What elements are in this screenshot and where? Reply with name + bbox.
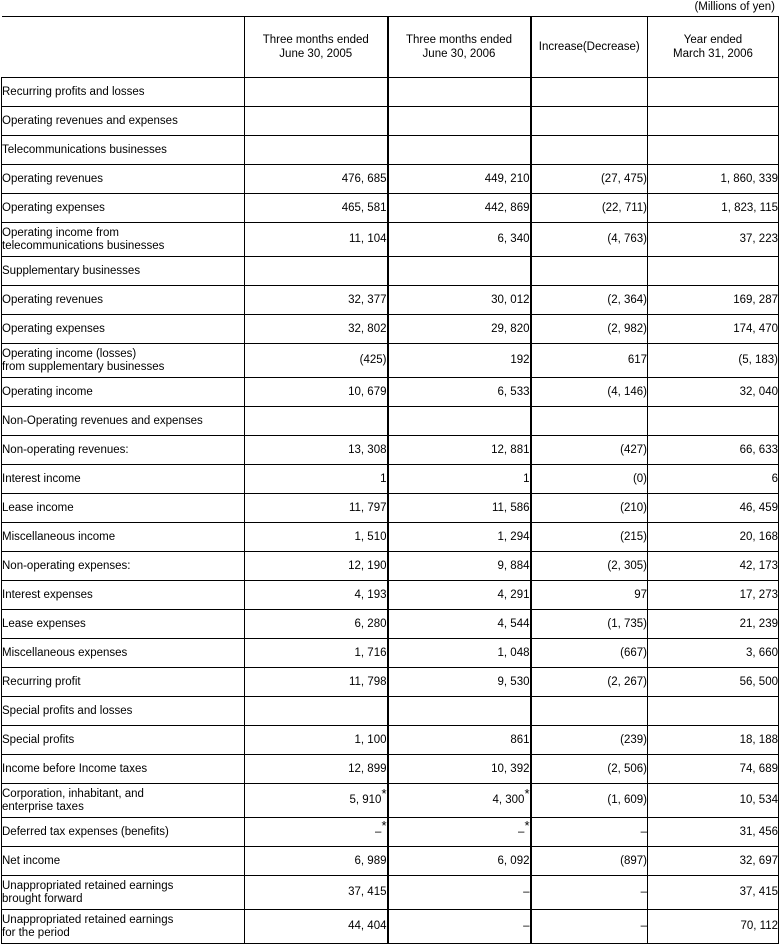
value-change: (427) bbox=[531, 436, 648, 465]
value-change: (2, 364) bbox=[531, 286, 648, 315]
row-label: Special profits bbox=[2, 726, 245, 755]
value-year: 31, 456 bbox=[648, 818, 779, 847]
value-change: – bbox=[531, 910, 648, 944]
value-year bbox=[648, 78, 779, 107]
header-cell-change bbox=[531, 17, 648, 78]
value-2005: 476, 685 bbox=[245, 165, 388, 194]
value-2005: 13, 308 bbox=[245, 436, 388, 465]
value-2006: – bbox=[388, 876, 531, 910]
value-change: (2, 506) bbox=[531, 755, 648, 784]
table-header bbox=[2, 17, 779, 78]
table-row bbox=[2, 407, 779, 436]
value-2006: 6, 092 bbox=[388, 847, 531, 876]
value-2006: – bbox=[388, 910, 531, 944]
table-row bbox=[2, 286, 779, 315]
table-row bbox=[2, 581, 779, 610]
value-year: 6 bbox=[648, 465, 779, 494]
row-label: Corporation, inhabitant, and enterprise taxes bbox=[2, 784, 245, 818]
value-year: 3, 660 bbox=[648, 639, 779, 668]
table-row bbox=[2, 78, 779, 107]
table-row bbox=[2, 726, 779, 755]
value-2006: 192 bbox=[388, 344, 531, 378]
footnote-marker: * bbox=[524, 817, 530, 833]
header-2006-line2: June 30, 2006 bbox=[422, 48, 496, 60]
row-label: Miscellaneous income bbox=[2, 523, 245, 552]
table-row bbox=[2, 847, 779, 876]
value-2005: 1, 100 bbox=[245, 726, 388, 755]
header-2005-line2: June 30, 2005 bbox=[279, 48, 353, 60]
value-2005: 32, 802 bbox=[245, 315, 388, 344]
value-2006: 11, 586 bbox=[388, 494, 531, 523]
value-2006: 4, 544 bbox=[388, 610, 531, 639]
row-label: Recurring profits and losses bbox=[2, 78, 245, 107]
value-year: 74, 689 bbox=[648, 755, 779, 784]
value-change: (1, 735) bbox=[531, 610, 648, 639]
row-label: Income before Income taxes bbox=[2, 755, 245, 784]
value-2005 bbox=[245, 407, 388, 436]
row-label: Unappropriated retained earnings brought forward bbox=[2, 876, 245, 910]
value-2005: 1, 510 bbox=[245, 523, 388, 552]
value-2006 bbox=[388, 136, 531, 165]
table-row bbox=[2, 378, 779, 407]
table-row bbox=[2, 552, 779, 581]
value-2006 bbox=[388, 107, 531, 136]
value-year: (5, 183) bbox=[648, 344, 779, 378]
table-row bbox=[2, 465, 779, 494]
table-row bbox=[2, 107, 779, 136]
header-row bbox=[2, 17, 779, 78]
table-row bbox=[2, 610, 779, 639]
value-2005: 44, 404 bbox=[245, 910, 388, 944]
table-row bbox=[2, 194, 779, 223]
value-change bbox=[531, 107, 648, 136]
row-label: Operating income bbox=[2, 378, 245, 407]
value-2006: 861 bbox=[388, 726, 531, 755]
value-year: 174, 470 bbox=[648, 315, 779, 344]
table-row bbox=[2, 315, 779, 344]
table-row bbox=[2, 755, 779, 784]
table-row bbox=[2, 494, 779, 523]
value-change: 617 bbox=[531, 344, 648, 378]
value-2005: 11, 104 bbox=[245, 223, 388, 257]
table-row bbox=[2, 223, 779, 257]
value-change: (210) bbox=[531, 494, 648, 523]
value-year bbox=[648, 407, 779, 436]
value-2006: 4, 300* bbox=[388, 784, 531, 818]
value-year: 18, 188 bbox=[648, 726, 779, 755]
financial-table bbox=[1, 16, 779, 944]
value-2006: –* bbox=[388, 818, 531, 847]
value-year: 17, 273 bbox=[648, 581, 779, 610]
value-2006: 4, 291 bbox=[388, 581, 531, 610]
value-change: (27, 475) bbox=[531, 165, 648, 194]
value-year: 1, 860, 339 bbox=[648, 165, 779, 194]
row-label: Deferred tax expenses (benefits) bbox=[2, 818, 245, 847]
value-2005: 10, 679 bbox=[245, 378, 388, 407]
value-year: 32, 040 bbox=[648, 378, 779, 407]
table-row bbox=[2, 639, 779, 668]
value-change: (2, 982) bbox=[531, 315, 648, 344]
table-row bbox=[2, 784, 779, 818]
value-change bbox=[531, 697, 648, 726]
value-change: (4, 763) bbox=[531, 223, 648, 257]
value-2005: 465, 581 bbox=[245, 194, 388, 223]
value-2006: 9, 884 bbox=[388, 552, 531, 581]
value-year: 66, 633 bbox=[648, 436, 779, 465]
header-2006-line1: Three months ended bbox=[405, 34, 513, 46]
value-change: (2, 267) bbox=[531, 668, 648, 697]
header-change-line1: Increase(Decrease) bbox=[538, 41, 640, 53]
units-note: (Millions of yen) bbox=[694, 1, 775, 13]
value-year: 37, 415 bbox=[648, 876, 779, 910]
value-2005: 11, 797 bbox=[245, 494, 388, 523]
value-2005 bbox=[245, 136, 388, 165]
value-year: 42, 173 bbox=[648, 552, 779, 581]
value-2006 bbox=[388, 697, 531, 726]
header-cell-blank bbox=[2, 17, 245, 78]
row-label: Unappropriated retained earnings for the period bbox=[2, 910, 245, 944]
value-2006 bbox=[388, 78, 531, 107]
value-2006: 1, 294 bbox=[388, 523, 531, 552]
row-label: Lease expenses bbox=[2, 610, 245, 639]
row-label: Operating income from telecommunications businesses bbox=[2, 223, 245, 257]
value-change bbox=[531, 257, 648, 286]
value-2005: 32, 377 bbox=[245, 286, 388, 315]
row-label: Supplementary businesses bbox=[2, 257, 245, 286]
footnote-marker: * bbox=[381, 786, 387, 802]
value-2006: 9, 530 bbox=[388, 668, 531, 697]
header-year-line2: March 31, 2006 bbox=[673, 48, 753, 60]
header-cell-2005 bbox=[245, 17, 388, 78]
row-label: Miscellaneous expenses bbox=[2, 639, 245, 668]
table-row bbox=[2, 697, 779, 726]
value-year: 1, 823, 115 bbox=[648, 194, 779, 223]
row-label: Operating income (losses) from supplementary businesses bbox=[2, 344, 245, 378]
table-row bbox=[2, 668, 779, 697]
value-2006: 6, 340 bbox=[388, 223, 531, 257]
footnote-marker: * bbox=[381, 817, 387, 833]
value-2006: 12, 881 bbox=[388, 436, 531, 465]
table-row bbox=[2, 523, 779, 552]
table-row bbox=[2, 910, 779, 944]
value-2005: 6, 280 bbox=[245, 610, 388, 639]
value-2005: 1, 716 bbox=[245, 639, 388, 668]
value-2005 bbox=[245, 697, 388, 726]
row-label: Non-operating revenues: bbox=[2, 436, 245, 465]
row-label: Interest expenses bbox=[2, 581, 245, 610]
value-2005: 11, 798 bbox=[245, 668, 388, 697]
row-label: Operating revenues bbox=[2, 286, 245, 315]
value-change bbox=[531, 407, 648, 436]
value-2005 bbox=[245, 107, 388, 136]
table-row bbox=[2, 344, 779, 378]
value-2006: 442, 869 bbox=[388, 194, 531, 223]
value-2005 bbox=[245, 257, 388, 286]
value-year: 70, 112 bbox=[648, 910, 779, 944]
value-year bbox=[648, 697, 779, 726]
row-label: Operating expenses bbox=[2, 194, 245, 223]
header-2005-line1: Three months ended bbox=[262, 34, 369, 46]
value-change: – bbox=[531, 818, 648, 847]
row-label: Operating expenses bbox=[2, 315, 245, 344]
value-change: (667) bbox=[531, 639, 648, 668]
value-2006: 6, 533 bbox=[388, 378, 531, 407]
header-year-line1: Year ended bbox=[683, 34, 743, 46]
value-2005: 5, 910* bbox=[245, 784, 388, 818]
row-label: Lease income bbox=[2, 494, 245, 523]
table-row bbox=[2, 257, 779, 286]
value-2006: 30, 012 bbox=[388, 286, 531, 315]
value-change: 97 bbox=[531, 581, 648, 610]
value-year: 20, 168 bbox=[648, 523, 779, 552]
value-year: 169, 287 bbox=[648, 286, 779, 315]
value-2005: –* bbox=[245, 818, 388, 847]
table-body bbox=[2, 78, 779, 944]
value-2006 bbox=[388, 407, 531, 436]
row-label: Operating revenues and expenses bbox=[2, 107, 245, 136]
value-2006: 1, 048 bbox=[388, 639, 531, 668]
value-change: (239) bbox=[531, 726, 648, 755]
header-cell-2006 bbox=[388, 17, 531, 78]
value-change: (2, 305) bbox=[531, 552, 648, 581]
value-2005: 4, 193 bbox=[245, 581, 388, 610]
value-2006: 10, 392 bbox=[388, 755, 531, 784]
value-year: 56, 500 bbox=[648, 668, 779, 697]
value-2005: 12, 899 bbox=[245, 755, 388, 784]
row-label: Telecommunications businesses bbox=[2, 136, 245, 165]
value-2005: 6, 989 bbox=[245, 847, 388, 876]
value-change: – bbox=[531, 876, 648, 910]
value-2005: 37, 415 bbox=[245, 876, 388, 910]
row-label: Operating revenues bbox=[2, 165, 245, 194]
value-year: 37, 223 bbox=[648, 223, 779, 257]
value-change bbox=[531, 78, 648, 107]
value-2006 bbox=[388, 257, 531, 286]
value-2006: 449, 210 bbox=[388, 165, 531, 194]
table-row bbox=[2, 136, 779, 165]
value-2005: 12, 190 bbox=[245, 552, 388, 581]
footnote-marker: * bbox=[524, 786, 530, 802]
value-change: (215) bbox=[531, 523, 648, 552]
value-change: (897) bbox=[531, 847, 648, 876]
value-2006: 29, 820 bbox=[388, 315, 531, 344]
value-year: 21, 239 bbox=[648, 610, 779, 639]
value-change bbox=[531, 136, 648, 165]
row-label: Non-operating expenses: bbox=[2, 552, 245, 581]
value-change: (22, 711) bbox=[531, 194, 648, 223]
value-year: 32, 697 bbox=[648, 847, 779, 876]
table-row bbox=[2, 165, 779, 194]
value-2006: 1 bbox=[388, 465, 531, 494]
value-change: (1, 609) bbox=[531, 784, 648, 818]
table-row bbox=[2, 818, 779, 847]
row-label: Recurring profit bbox=[2, 668, 245, 697]
value-year bbox=[648, 107, 779, 136]
row-label: Non-Operating revenues and expenses bbox=[2, 407, 245, 436]
value-2005: (425) bbox=[245, 344, 388, 378]
value-change: (0) bbox=[531, 465, 648, 494]
table-row bbox=[2, 436, 779, 465]
row-label: Net income bbox=[2, 847, 245, 876]
value-year bbox=[648, 136, 779, 165]
value-year bbox=[648, 257, 779, 286]
value-change: (4, 146) bbox=[531, 378, 648, 407]
value-2005: 1 bbox=[245, 465, 388, 494]
value-2005 bbox=[245, 78, 388, 107]
row-label: Interest income bbox=[2, 465, 245, 494]
row-label: Special profits and losses bbox=[2, 697, 245, 726]
value-year: 10, 534 bbox=[648, 784, 779, 818]
value-year: 46, 459 bbox=[648, 494, 779, 523]
table-row bbox=[2, 876, 779, 910]
header-cell-year bbox=[648, 17, 779, 78]
